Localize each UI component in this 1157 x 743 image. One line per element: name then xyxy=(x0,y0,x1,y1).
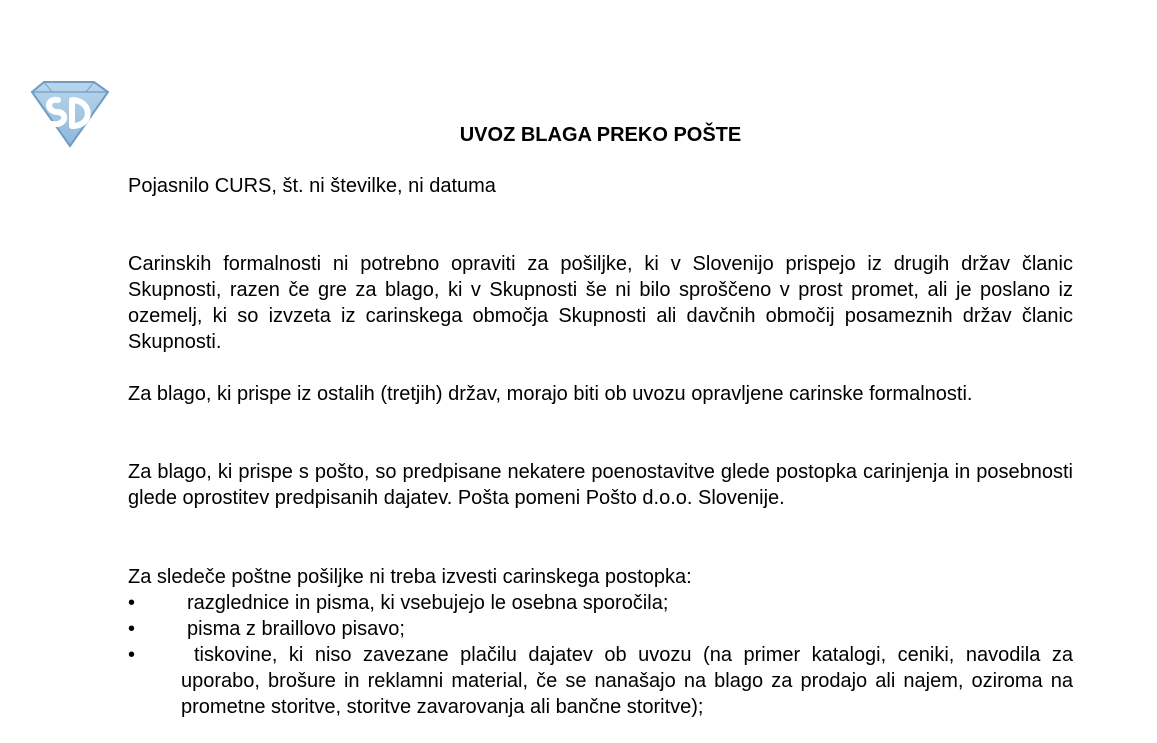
list-item-text: razglednice in pisma, ki vsebujejo le osebna sporočila; xyxy=(187,592,669,614)
paragraph-1: Carinskih formalnosti ni potrebno opraviti za pošiljke, ki v Slovenijo prispejo iz drugih držav članic Skupnosti, razen če gre za blago, ki v Skupnosti še ni bilo sproščeno v prost promet, ali je poslano iz ozemelj, ki so izvzeta iz carinskega območja Skupnosti ali davčnih območij posameznih držav članic Skupnosti. xyxy=(128,253,1073,353)
list-item-text: tiskovine, ki niso zavezane plačilu dajatev ob uvozu (na primer katalogi, ceniki, navodila za uporabo, brošure in reklamni material, če se nanašajo na blago za prodajo ali najem, oziroma na prometne storitve, storitve zavarovanja ali bančne storitve); xyxy=(181,644,1073,718)
document-title: UVOZ BLAGA PREKO POŠTE xyxy=(459,124,742,146)
list-item xyxy=(128,590,1073,616)
bullet-icon: • xyxy=(128,592,136,614)
document-subtitle: Pojasnilo CURS, št. ni številke, ni datuma xyxy=(128,175,496,197)
list-item-text: pisma z braillovo pisavo; xyxy=(187,618,405,640)
sd-logo xyxy=(28,78,110,150)
bullet-icon: • xyxy=(128,644,136,666)
paragraph-3: Za blago, ki prispe s pošto, so predpisane nekatere poenostavitve glede postopka carinjenja in posebnosti glede oprostitev predpisanih dajatev. Pošta pomeni Pošto d.o.o. Slovenije. xyxy=(128,461,1073,509)
list-intro-paragraph: Za sledeče poštne pošiljke ni treba izvesti carinskega postopka: xyxy=(128,566,692,588)
bullet-icon: • xyxy=(128,618,136,640)
exemption-list xyxy=(128,590,1073,720)
paragraph-2: Za blago, ki prispe iz ostalih (tretjih) držav, morajo biti ob uvozu opravljene carinske formalnosti. xyxy=(128,383,973,405)
list-item xyxy=(128,616,1073,642)
list-item xyxy=(128,642,1073,720)
sd-diamond-logo-icon xyxy=(28,78,110,150)
